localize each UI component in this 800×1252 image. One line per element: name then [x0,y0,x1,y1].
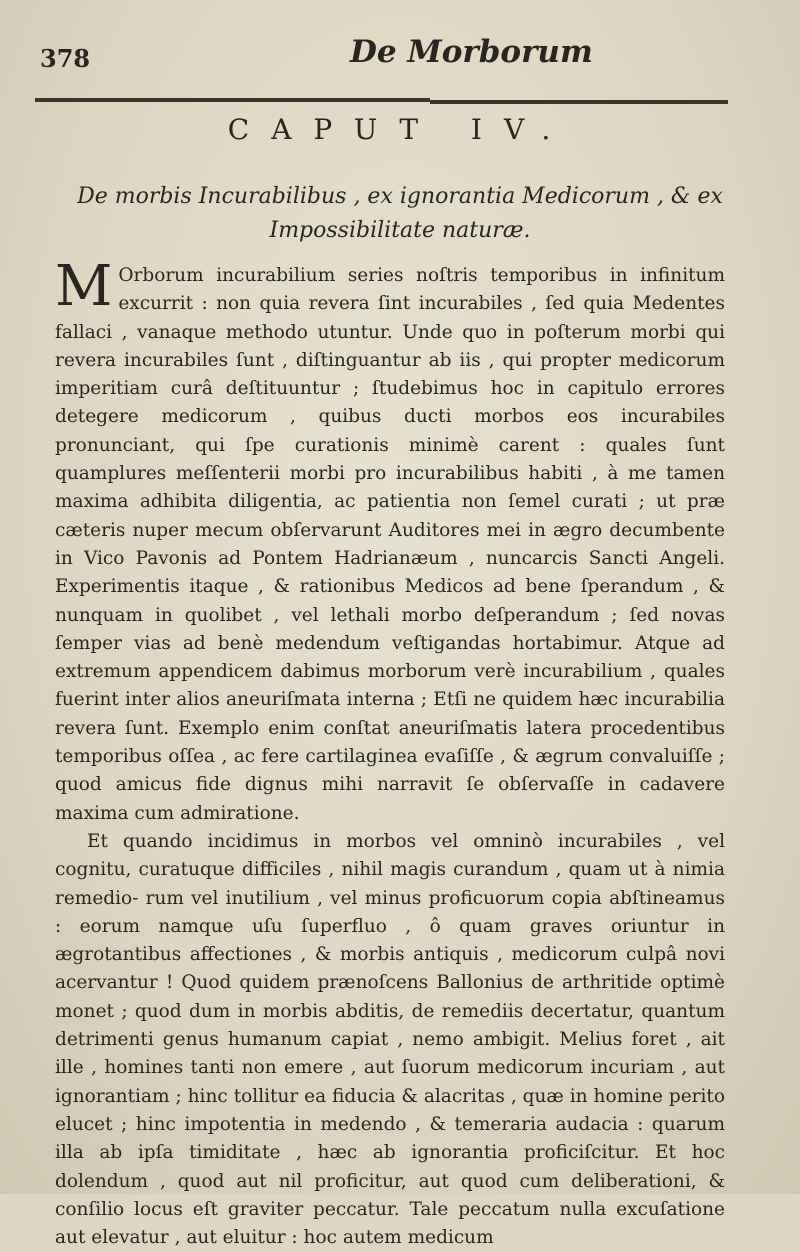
page-header [0,34,800,74]
running-head: De Morborum [350,34,593,70]
paragraph-1 [55,254,725,828]
paragraph-1-text: Orborum incurabilium series noſtris temporibus in infinitum excurrit : non quia revera ſint incurabiles , ſed quia Medentes fallaci , vanaque methodo utuntur. Unde quo in poſterum morbi qui revera incurabiles ſunt , diſtinguantur ab iis , qui propter medicorum imperitiam curâ deſtituuntur ; ſtudebimus hoc in capitulo errores detegere medicorum , quibus ducti morbos eos incurabiles pronunciant, qui ſpe curationis minimè carent : quales ſunt quamplures meſſenterii morbi pro incurabilibus habiti , à me tamen maxima adhibita diligentia, ac patientia non ſemel curati ; ut præ cæteris nuper mecum obſervarunt Auditores mei in ægro decumbente in Vico Pavonis ad Pontem Hadrianæum , nuncarcis Sancti Angeli. Experimentis itaque , & rationibus Medicos ad bene ſperandum , & nunquam in quolibet , vel lethali morbo deſperandum ; ſed novas ſemper vias ad benè medendum veſtigandas hortabimur. Atque ad extremum appendicem dabimus morborum verè incurabilium , quales fuerint inter alios aneuriſmata interna ; Etſi ne quidem hæc incurabilia revera ſunt. Exemplo enim conſtat aneuriſmatis latera procedentibus temporibus oſſea , ac fere cartilaginea evaſiſſe , & ægrum convaluiſſe ; quod amicus fide dignus mihi narravit ſe obſervaſſe in cadavere maxima cum admiratione. [55,265,725,824]
page-number: 378 [40,44,91,73]
chapter-subtitle: De morbis Incurabilibus , ex ignorantia Medicorum , & ex Impossibilitate naturæ. [77,184,723,243]
header-rule-left [35,98,430,102]
paragraph-2: Et quando incidimus in morbos vel omninò incurabiles , vel cognitu, curatuque difficiles , nihil magis curandum , quam ut à nimia remedio- rum vel inutilium , vel minus proficuorum copia abſtineamus : eorum namque uſu ſuperfluo , ô quam graves oriuntur in ægrotantibus affectiones , & morbis antiquis , medicorum culpâ novi acervantur ! Quod quidem prænoſcens Ballonius de arthritide optimè monet ; quod dum in morbis abditis, de remediis decertatur, quantum detrimenti genus humanum capiat , nemo ambigit. Melius foret , ait ille , homines tanti non emere , aut ſuorum medicorum incuriam , aut ignorantiam ; hinc tollitur ea fiducia & alacritas , quæ in homine perito elucet ; hinc impotentia in medendo , & temeraria audacia : quarum illa ab ipſa timiditate , hæc ab ignorantia proficiſcitur. Et hoc dolendum , quod aut nil proficitur, aut quod cum deliberationi, & conſilio locus eſt graviter peccatur. Tale peccatum nulla excuſatione aut elevatur , aut eluitur : hoc autem medicum [55,830,725,1249]
body-text [55,254,725,1252]
chapter-heading: CAPUT IV. [227,113,573,146]
header-rule-right [430,100,728,104]
drop-cap: M [55,254,113,319]
